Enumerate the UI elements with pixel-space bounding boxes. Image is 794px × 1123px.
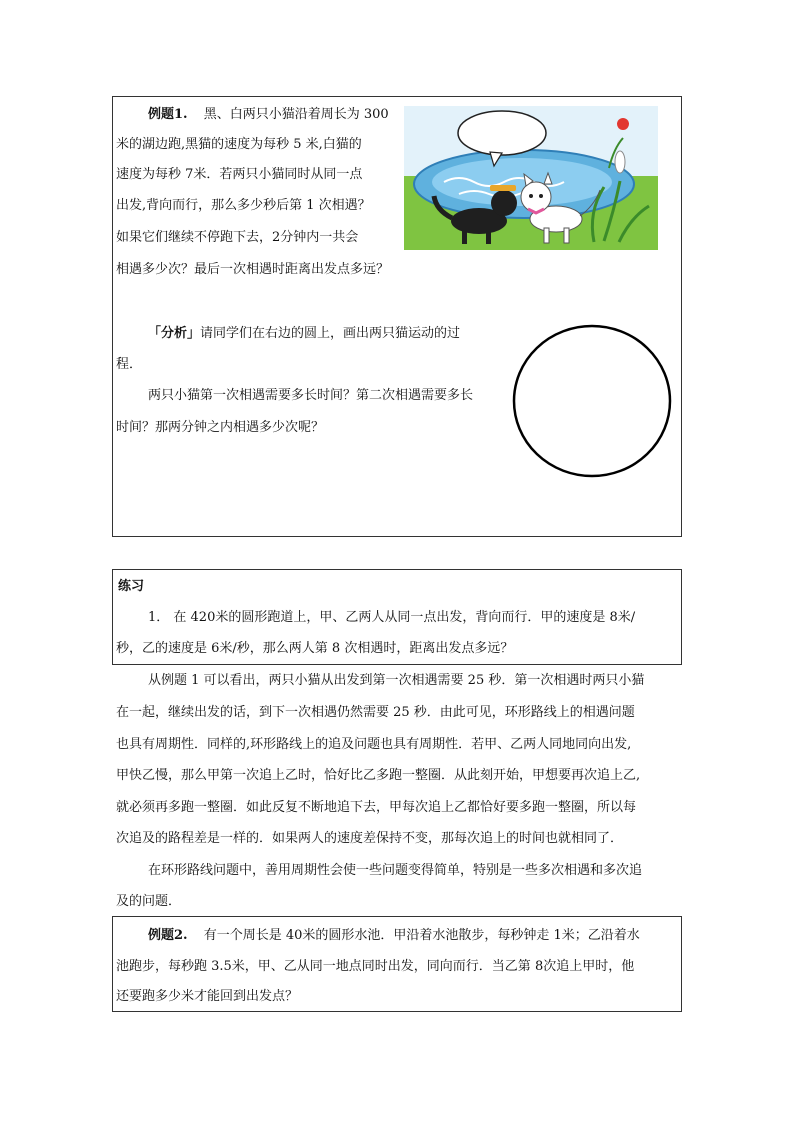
body-line-2: 在一起，继续出发的话，到下一次相遇仍然需要 25 秒．由此可见，环形路线上的相遇问题 <box>116 705 635 720</box>
analysis-line-1: 「分析」请同学们在右边的圆上，画出两只猫运动的过 <box>148 326 461 341</box>
body-line-5: 就必须再多跑一整圈．如此反复不断地追下去，甲每次追上乙都恰好要多跑一整圈，所以每 <box>116 800 637 815</box>
example1-line-6: 相遇多少次？最后一次相遇时距离出发点多远？ <box>116 262 390 277</box>
body-line-3: 也具有周期性．同样的,环形路线上的追及问题也具有周期性．若甲、乙两人同地同向出发, <box>116 737 632 752</box>
analysis-label: 「分析」 <box>148 326 201 341</box>
example2-line-1: 例题2. 有一个周长是 40米的圆形水池．甲沿着水池散步，每秒钟走 1米；乙沿着水 <box>148 928 640 943</box>
example2-line-2: 池跑步，每秒跑 3.5米，甲、乙从同一地点同时出发，同向而行．当乙第 8次追上甲时，他 <box>116 959 635 974</box>
body-line-7: 在环形路线问题中，善用周期性会使一些问题变得简单，特别是一些多次相遇和多次追 <box>148 863 643 878</box>
analysis-line-2: 程． <box>116 357 143 372</box>
body-line-1: 从例题 1 可以看出，两只小猫从出发到第一次相遇需要 25 秒．第一次相遇时两只小猫 <box>148 673 645 688</box>
cats-lake-illustration <box>404 106 658 250</box>
analysis-line-4: 时间？那两分钟之内相遇多少次呢？ <box>116 420 325 435</box>
practice-line-1: 1． 在 420米的圆形跑道上，甲、乙两人从同一点出发，背向而行．甲的速度是 8米/ <box>148 610 636 625</box>
body-line-8: 及的问题． <box>116 894 182 909</box>
example2-label: 例题2. <box>148 928 188 943</box>
practice-title: 练习 <box>118 579 145 594</box>
example1-label: 例题1. <box>148 107 188 122</box>
analysis-line-3: 两只小猫第一次相遇需要多长时间？第二次相遇需要多长 <box>148 388 474 403</box>
body-line-6: 次追及的路程差是一样的．如果两人的速度差保持不变，那每次追上的时间也就相同了． <box>116 831 624 846</box>
example1-line-2: 米的湖边跑,黑猫的速度为每秒 5 米,白猫的 <box>116 137 362 152</box>
example1-line-5: 如果它们继续不停跑下去，2分钟内一共会 <box>116 230 359 245</box>
example2-line-3: 还要跑多少米才能回到出发点？ <box>116 989 299 1004</box>
drawing-circle[interactable] <box>511 323 673 479</box>
example1-line-3: 速度为每秒 7米．若两只小猫同时从同一点 <box>116 167 363 182</box>
practice-line-2: 秒，乙的速度是 6米/秒，那么两人第 8 次相遇时，距离出发点多远？ <box>116 641 514 656</box>
body-line-4: 甲快乙慢，那么甲第一次追上乙时，恰好比乙多跑一整圈．从此刻开始，甲想要再次追上乙, <box>116 768 641 783</box>
example1-line-1: 例题1. 黑、白两只小猫沿着周长为 300 <box>148 107 389 122</box>
example1-line-4: 出发,背向而行，那么多少秒后第 1 次相遇？ <box>116 198 371 213</box>
